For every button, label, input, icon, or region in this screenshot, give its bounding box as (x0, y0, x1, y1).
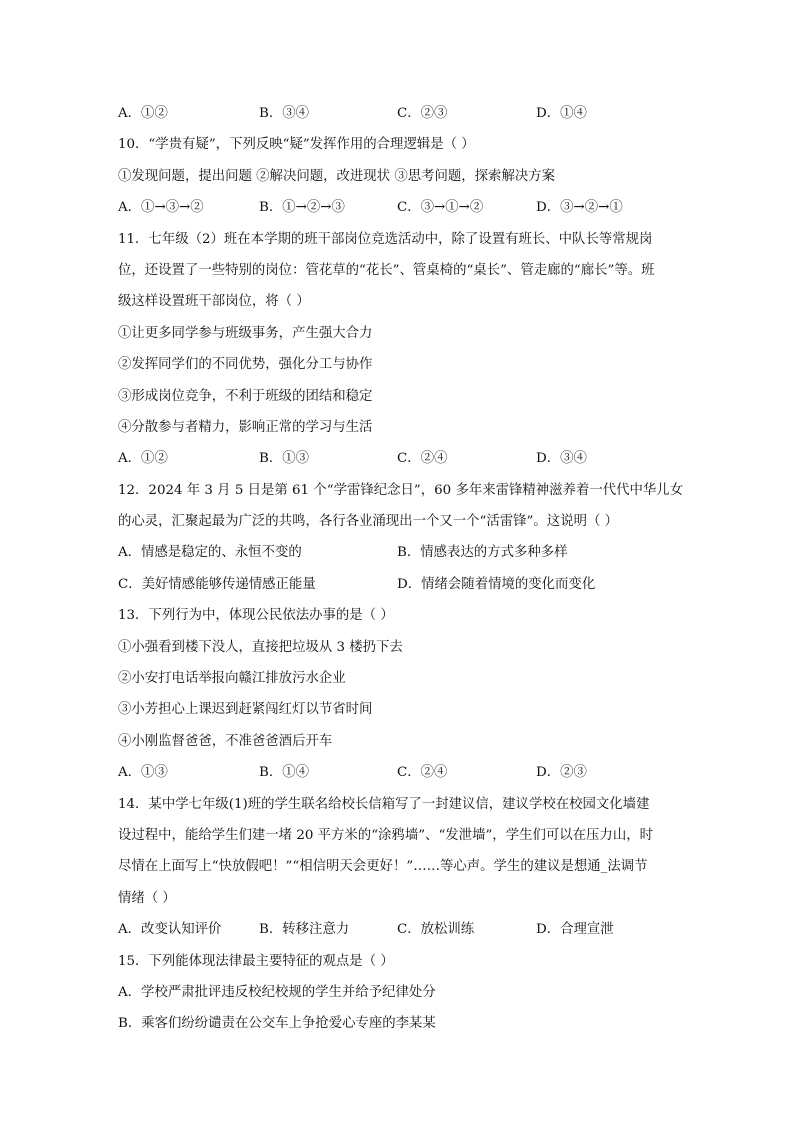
q14-stem-line-3: 尽情在上面写上“快放假吧！”“相信明天会更好！”……等心声。学生的建议是想通_法调节 (118, 859, 648, 875)
q13-option-d: D．②③ (536, 765, 587, 781)
q10-option-b: B．①→②→③ (259, 200, 345, 216)
q11-option-c: C．②④ (397, 451, 448, 467)
q11-options (118, 443, 678, 474)
q11-stem-line-2: 位，还设置了一些特别的岗位：管花草的“花长”、管桌椅的“桌长”、管走廊的“廊长”等。班 (118, 262, 655, 278)
q9-options (118, 98, 678, 129)
q12-options-row-1 (118, 537, 678, 568)
q10-statements: ①发现问题，提出问题 ②解决问题，改进现状 ③思考问题，探索解决方案 (118, 168, 556, 184)
q13-statement-2: ②小安打电话举报向赣江排放污水企业 (118, 671, 346, 687)
q11-stem-line-1: 11．七年级（2）班在本学期的班干部岗位竞选活动中，除了设置有班长、中队长等常规岗 (118, 231, 653, 247)
q9-option-a: A．①② (118, 106, 168, 121)
q9-option-b: B．③④ (259, 106, 310, 121)
q14-option-d: D．合理宣泄 (536, 922, 614, 938)
q11-statement-3: ③形成岗位竞争，不利于班级的团结和稳定 (118, 388, 373, 404)
q13-statement-4: ④小刚监督爸爸，不准爸爸酒后开车 (118, 733, 333, 749)
q12-option-b: B．情感表达的方式多种多样 (397, 545, 568, 561)
q11-statement-2: ②发挥同学们的不同优势，强化分工与协作 (118, 357, 373, 373)
q11-statement-1: ①让更多同学参与班级事务，产生强大合力 (118, 325, 373, 341)
q11-statement-4: ④分散参与者精力，影响正常的学习与生活 (118, 419, 373, 435)
q14-option-a: A．改变认知评价 (118, 922, 222, 938)
q11-stem-line-3: 级这样设置班干部岗位，将（ ） (118, 294, 310, 310)
q14-stem-line-4: 情绪（ ） (118, 890, 176, 906)
q10-stem: 10．“学贵有疑”，下列反映“疑”发挥作用的合理逻辑是（ ） (118, 137, 475, 153)
q14-option-c: C．放松训练 (397, 922, 475, 938)
q14-options (118, 914, 678, 945)
q11-option-b: B．①③ (259, 451, 310, 467)
q15-stem: 15．下列能体现法律最主要特征的观点是（ ） (118, 953, 394, 969)
q13-options (118, 757, 678, 788)
q12-stem-line-2: 的心灵，汇聚起最为广泛的共鸣，各行各业涌现出一个又一个“活雷锋”。这说明（ ） (118, 514, 619, 530)
q13-option-c: C．②④ (397, 765, 448, 781)
q10-option-d: D．③→②→① (536, 200, 623, 216)
q13-statement-3: ③小芳担心上课迟到赶紧闯红灯以节省时间 (118, 702, 373, 718)
q10-option-c: C．③→①→② (397, 200, 484, 216)
q13-statement-1: ①小强看到楼下没人，直接把垃圾从 3 楼扔下去 (118, 639, 403, 655)
q13-option-b: B．①④ (259, 765, 310, 781)
q9-option-d: D．①④ (536, 106, 587, 121)
q11-option-a: A．①② (118, 451, 168, 467)
q14-stem-line-2: 设过程中，能给学生们建一堵 20 平方米的“涂鸦墙”、“发泄墙”，学生们可以在压力山，时 (118, 827, 653, 843)
q12-option-c: C．美好情感能够传递情感正能量 (118, 576, 316, 592)
exam-page (118, 98, 684, 1040)
q10-option-a: A．①→③→② (118, 200, 204, 216)
q12-stem-line-1: 12．2024 年 3 月 5 日是第 61 个“学雷锋纪念日”，60 多年来雷锋精神滋养着一代代中华儿女 (118, 482, 684, 498)
q13-stem: 13．下列行为中，体现公民依法办事的是（ ） (118, 608, 394, 624)
q14-option-b: B．转移注意力 (259, 922, 350, 938)
q12-option-a: A．情感是稳定的、永恒不变的 (118, 545, 302, 561)
q15-option-a: A．学校严肃批评违反校纪校规的学生并给予纪律处分 (118, 984, 436, 1000)
q9-option-c: C．②③ (397, 106, 448, 121)
q12-options-row-2 (118, 569, 678, 600)
q15-option-b: B．乘客们纷纷谴责在公交车上争抢爱心专座的李某某 (118, 1016, 436, 1032)
q12-option-d: D．情绪会随着情境的变化而变化 (397, 576, 596, 592)
q13-option-a: A．①③ (118, 765, 168, 781)
q10-options (118, 192, 678, 223)
q11-option-d: D．③④ (536, 451, 587, 467)
q14-stem-line-1: 14．某中学七年级(1)班的学生联名给校长信箱写了一封建议信，建议学校在校园文化墙建 (118, 796, 650, 812)
